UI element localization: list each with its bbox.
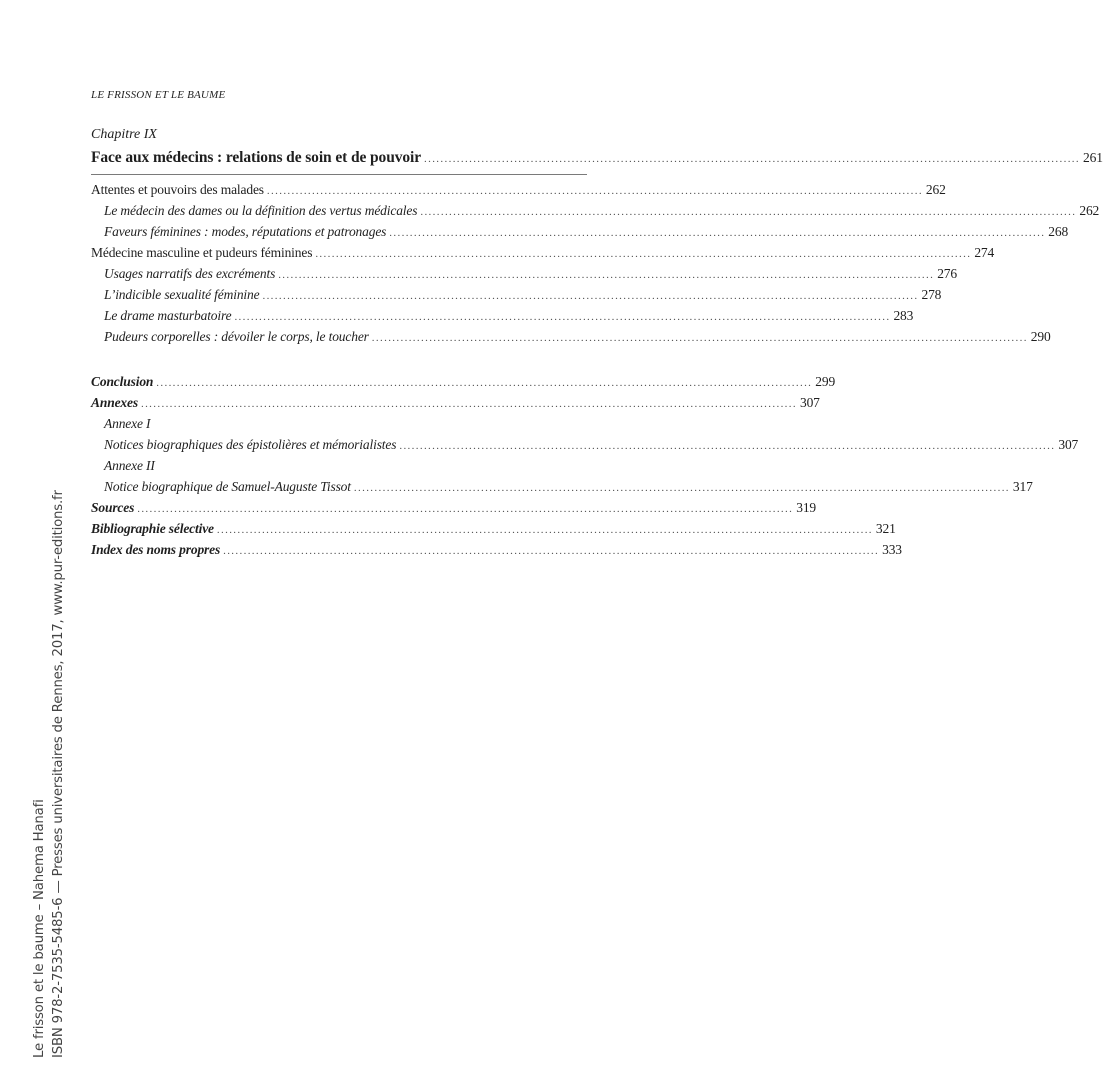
toc-entry-subsection[interactable] <box>91 284 942 305</box>
dot-leader: ................................................................................................................................................................ <box>424 153 1080 165</box>
dot-leader: ................................................................................................................................................................ <box>315 248 972 260</box>
dot-leader: ................................................................................................................................................................ <box>216 524 873 536</box>
toc-entry-page: 317 <box>1012 479 1033 494</box>
annexe-label: Annexe II <box>104 458 155 473</box>
dot-leader: ................................................................................................................................................................ <box>140 398 797 410</box>
toc-entry-title: Le médecin des dames ou la définition des vertus médicales <box>104 203 418 218</box>
toc-entry-section[interactable] <box>91 179 946 200</box>
toc-entry-annexe[interactable] <box>91 434 1079 455</box>
toc-entry-subsection[interactable] <box>91 263 958 284</box>
annexe-label: Annexe I <box>104 416 151 431</box>
toc-entry-title: Conclusion <box>91 374 154 389</box>
toc-entry-page: 261 <box>1083 150 1103 165</box>
sidenote-line: ISBN 978-2-7535-5485-6 — Presses universitaires de Rennes, 2017, www.pur-editions.fr <box>51 490 66 1058</box>
toc-entry-title: Annexes <box>91 395 138 410</box>
toc-entry-title: Sources <box>91 500 135 515</box>
toc-entry-page: 321 <box>875 521 896 536</box>
dot-leader: ................................................................................................................................................................ <box>266 185 923 197</box>
toc-entry-page: 307 <box>1058 437 1079 452</box>
toc-entry-title: L’indicible sexualité féminine <box>104 287 260 302</box>
table-of-contents <box>91 124 1103 560</box>
toc-entry-title: Face aux médecins : relations de soin et de pouvoir <box>91 149 421 166</box>
toc-entry-index[interactable] <box>91 539 902 560</box>
copyright-sidenote <box>30 490 74 1058</box>
toc-entry-section[interactable] <box>91 242 995 263</box>
toc-entry-annexe[interactable] <box>91 476 1033 497</box>
chapter-label: Chapitre IX <box>91 127 157 142</box>
toc-entry-bibliographie[interactable] <box>91 518 896 539</box>
toc-entry-page: 262 <box>1079 203 1100 218</box>
toc-entry-title: Index des noms propres <box>91 542 221 557</box>
dot-leader: ................................................................................................................................................................ <box>262 290 919 302</box>
toc-entry-title: Notices biographiques des épistolières et mémorialistes <box>104 437 397 452</box>
dot-leader: ................................................................................................................................................................ <box>234 311 891 323</box>
sidenote-line: Le frisson et le baume – Nahema Hanafi <box>32 799 47 1058</box>
toc-entry-page: 319 <box>796 500 817 515</box>
toc-entry-title: Bibliographie sélective <box>91 521 214 536</box>
toc-entry-page: 268 <box>1048 224 1069 239</box>
toc-entry-title: Médecine masculine et pudeurs féminines <box>91 245 313 260</box>
toc-entry-page: 262 <box>925 182 946 197</box>
toc-entry-title: Usages narratifs des excréments <box>104 266 276 281</box>
dot-leader: ................................................................................................................................................................ <box>399 440 1056 452</box>
toc-entry-annexes[interactable] <box>91 392 820 413</box>
toc-entry-sources[interactable] <box>91 497 817 518</box>
toc-entry-title: Faveurs féminines : modes, réputations et patronages <box>104 224 387 239</box>
dot-leader: ................................................................................................................................................................ <box>137 503 794 515</box>
toc-entry-subsection[interactable] <box>91 221 1069 242</box>
toc-entry-page: 278 <box>921 287 942 302</box>
toc-entry-chapter-title[interactable] <box>91 146 1103 170</box>
dot-leader: ................................................................................................................................................................ <box>278 269 935 281</box>
toc-entry-page: 274 <box>974 245 995 260</box>
dot-leader: ................................................................................................................................................................ <box>353 482 1010 494</box>
toc-entry-conclusion[interactable] <box>91 371 836 392</box>
dot-leader: ................................................................................................................................................................ <box>420 206 1077 218</box>
toc-entry-page: 283 <box>893 308 914 323</box>
dot-leader: ................................................................................................................................................................ <box>223 545 880 557</box>
toc-entry-page: 333 <box>882 542 902 557</box>
toc-entry-title: Notice biographique de Samuel-Auguste Tissot <box>104 479 351 494</box>
running-head: LE FRISSON ET LE BAUME <box>91 89 226 101</box>
toc-entry-subsection[interactable] <box>91 200 1100 221</box>
toc-entry-page: 307 <box>799 395 820 410</box>
dot-leader: ................................................................................................................................................................ <box>156 377 813 389</box>
toc-entry-page: 299 <box>815 374 836 389</box>
divider <box>91 174 587 175</box>
toc-entry-page: 276 <box>937 266 958 281</box>
dot-leader: ................................................................................................................................................................ <box>371 332 1028 344</box>
spacer <box>91 347 587 371</box>
dot-leader: ................................................................................................................................................................ <box>389 227 1046 239</box>
toc-entry-subsection[interactable] <box>91 305 914 326</box>
toc-entry-subsection[interactable] <box>91 326 1051 347</box>
toc-entry-title: Le drame masturbatoire <box>104 308 232 323</box>
toc-entry-title: Attentes et pouvoirs des malades <box>91 182 264 197</box>
toc-entry-page: 290 <box>1030 329 1051 344</box>
toc-entry-title: Pudeurs corporelles : dévoiler le corps, le toucher <box>104 329 369 344</box>
